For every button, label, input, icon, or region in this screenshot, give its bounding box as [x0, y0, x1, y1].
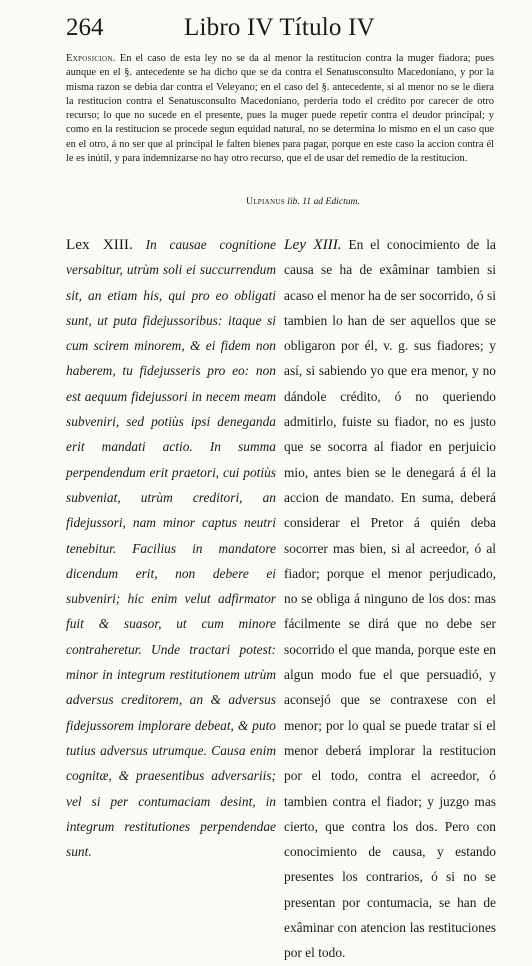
running-head: Libro IV Título IV: [184, 14, 375, 41]
page-number: 264: [66, 14, 104, 41]
attribution-author: Ulpianus: [246, 196, 285, 207]
exposition-note: [66, 52, 494, 166]
exposition-label: Exposicion.: [66, 53, 116, 64]
attribution-citation: lib. 11 ad Edictum.: [287, 196, 360, 207]
latin-law-column: [66, 232, 276, 864]
spanish-law-heading: Ley XIII.: [284, 236, 342, 253]
spanish-law-text: En el conocimiento de la causa se ha de exâminar tambien si acaso el menor ha de ser socorrido, ó si tambien lo han de ser aquellos que se obligaron por él, v. g. sus fiadores; y así, si sabiendo yo que era menor, y no dándole crédito, ó no queriendo admitirlo, fuiste su fiador, no es justo que se socorra al fiador en perjuicio mio, antes bien se le denegará á él la accion de mandato. En suma, deberá considerar el Pretor á quién deba socorrer mas bien, si al acreedor, ó al fiador; porque el menor perjudicado, no se obliga á ninguno de los dos: mas fácilmente se dirá que no debe ser socorrido el que manda, porque este en algun modo fue el que persuadió, y aconsejó que se contraxese con el menor; por lo qual se puede tratar si el menor deberá implorar la restitucion por el todo, contra el acreedor, ó tambien contra el fiador; y juzgo mas cierto, que contra los dos. Pero con conocimiento de causa, y estando presentes los contrarios, ó si no se presentan por contumacia, se han de exâminar con atencion las restituciones por el todo.: [284, 237, 496, 961]
page-header: [66, 14, 498, 48]
latin-law-text: In causae cognitione versabitur, utrùm soli ei succurrendum sit, an etiam his, qui pro eo obligati sunt, ut puta fidejussoribus: itaque si cum scirem minorem, & ei fidem non haberem, tu fidejusseris pro eo: non est aequum fidejussori in necem meam subveniri, sed potiùs ipsi deneganda erit mandati actio. In summa perpendendum erit praetori, cui potiùs subveniat, utrùm creditori, an fidejussori, nam minor captus neutri tenebitur. Facilius in mandatore dicendum erit, non debere ei subveniri; hic enim velut adfirmator fuit & suasor, ut cum minore contraheretur. Unde tractari potest: minor in integrum restitutionem utrùm adversus creditorem, an & adversus fidejussorem implorare debeat, & puto tutius adversus utrumque. Causa enim cognitæ, & praesentibus adversariis; vel si per contumaciam desint, in integrum restitutiones perpendendae sunt.: [66, 237, 276, 860]
exposition-text: En el caso de esta ley no se da al menor la restitucion contra la muger fiadora; pues aunque en el §. antecedente se ha dicho que se da contra el Senatusconsulto Macedoniano, y por la misma razon se debia dar contra el Veleyano; en el caso del §. antecedente, si al menor no se le diera la restitucion contra el Senatusconsulto Macedoniano, perderia todo el crédito por carecer de otro recurso; lo que no sucede en el presente, pues la muger puede repetir contra el deudor principal; y como en la restitucion se procede segun equidad natural, no se determina lo mismo en el un caso que en el otro, á no ser que al principal le falten bienes para pagar, porque en este caso la accion contra él le es inútil, y para indemnizarse no hay otro recurso, que el de usar del remedio de la restitucion.: [66, 53, 494, 165]
source-attribution: [246, 196, 360, 207]
spanish-law-column: [284, 232, 496, 966]
latin-law-heading: Lex XIII.: [66, 236, 133, 253]
